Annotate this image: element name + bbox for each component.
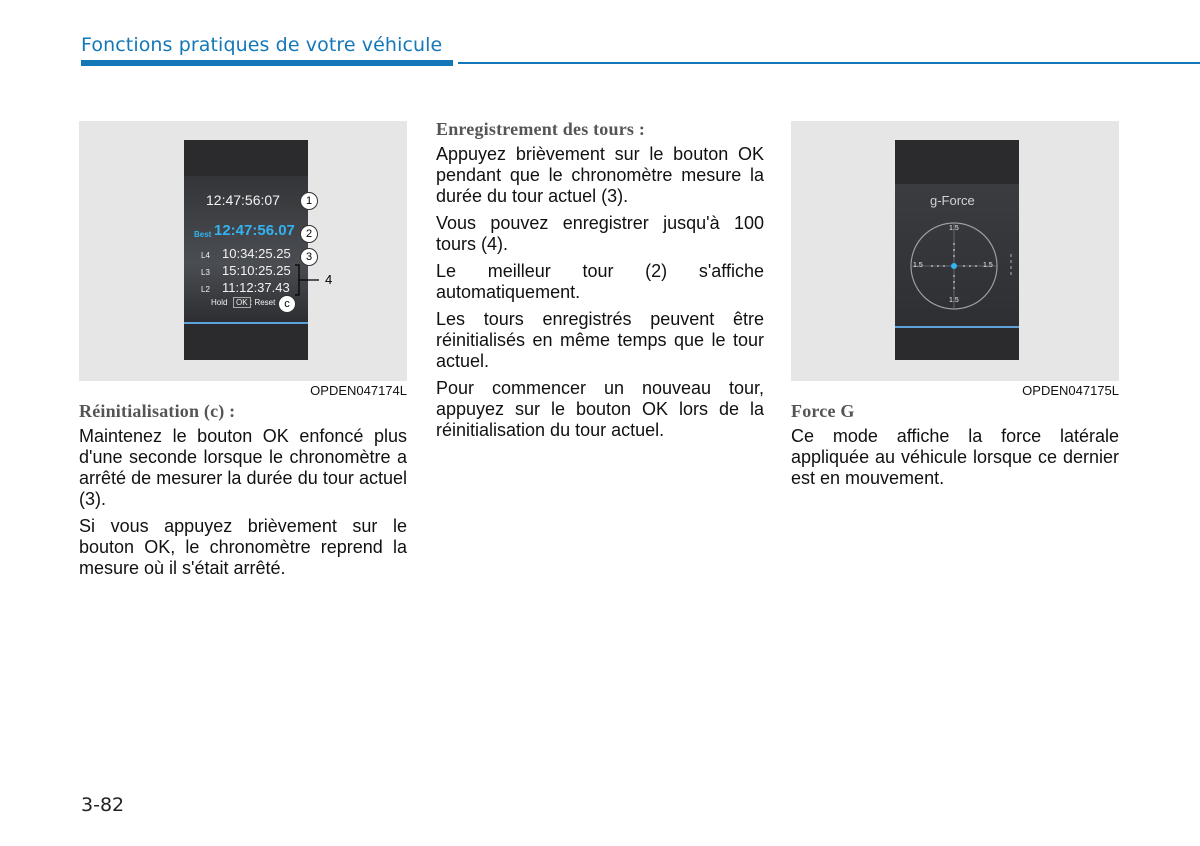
figure-caption: OPDEN047174L xyxy=(310,383,407,398)
middle-column xyxy=(436,119,764,447)
hint-ok: OK xyxy=(233,297,251,308)
callout-1: 1 xyxy=(300,192,318,210)
g-force-title: g-Force xyxy=(930,193,975,208)
lap-timer-screen xyxy=(184,140,308,360)
right-column xyxy=(791,121,1119,495)
section-heading: Force G xyxy=(791,401,855,421)
screen-divider xyxy=(184,322,308,324)
callout-c: c xyxy=(278,295,296,313)
callout-2: 2 xyxy=(300,225,318,243)
header-title: Fonctions pratiques de votre véhicule xyxy=(81,34,443,56)
g-force-screen xyxy=(895,140,1019,360)
hint-hold: Hold xyxy=(211,298,228,307)
scale-bottom: 1.5 xyxy=(949,297,959,304)
paragraph: Vous pouvez enregistrer jusqu'à 100 tours (4). xyxy=(436,213,764,254)
lap-label: L3 xyxy=(201,268,210,277)
callout-bracket xyxy=(293,261,323,301)
paragraph: Maintenez le bouton OK enfoncé plus d'une seconde lorsque le chronomètre a arrêté de mesurer la durée du tour actuel (3). xyxy=(79,426,407,509)
paragraph: Le meilleur tour (2) s'affiche automatiquement. xyxy=(436,261,764,302)
header-rule-thin xyxy=(458,62,1200,64)
paragraph: Appuyez brièvement sur le bouton OK pendant que le chronomètre mesure la durée du tour actuel (3). xyxy=(436,144,764,206)
callout-3: 3 xyxy=(300,248,318,266)
lap-label: L4 xyxy=(201,251,210,260)
scale-top: 1.5 xyxy=(949,225,959,232)
scale-left: 1.5 xyxy=(913,262,923,269)
best-time: 12:47:56.07 xyxy=(214,222,295,239)
current-time: 12:47:56:07 xyxy=(206,192,280,208)
callout-4: 4 xyxy=(325,272,333,287)
lap-time: 10:34:25.25 xyxy=(222,246,291,261)
scale-right: 1.5 xyxy=(983,262,993,269)
best-label: Best xyxy=(194,230,212,239)
left-column xyxy=(79,121,407,585)
paragraph: Pour commencer un nouveau tour, appuyez sur le bouton OK lors de la réinitialisation du tour actuel. xyxy=(436,378,764,440)
hint-reset: : Reset xyxy=(250,298,276,307)
screen-divider xyxy=(895,326,1019,328)
lap-label: L2 xyxy=(201,285,210,294)
lap-time: 11:12:37.43 xyxy=(222,280,290,295)
paragraph: Si vous appuyez brièvement sur le bouton OK, le chronomètre reprend la mesure où il s'était arrêté. xyxy=(79,516,407,578)
page-number: 3-82 xyxy=(81,794,125,816)
lap-timer-figure xyxy=(79,121,407,381)
g-force-figure xyxy=(791,121,1119,381)
section-heading: Enregistrement des tours : xyxy=(436,119,646,139)
section-heading: Réinitialisation (c) : xyxy=(79,401,236,421)
figure-caption: OPDEN047175L xyxy=(1022,383,1119,398)
header-rule-thick xyxy=(81,60,453,66)
lap-time: 15:10:25.25 xyxy=(222,263,291,278)
paragraph: Les tours enregistrés peuvent être réinitialisés en même temps que le tour actuel. xyxy=(436,309,764,371)
paragraph: Ce mode affiche la force latérale appliquée au véhicule lorsque ce dernier est en mouvement. xyxy=(791,426,1119,488)
